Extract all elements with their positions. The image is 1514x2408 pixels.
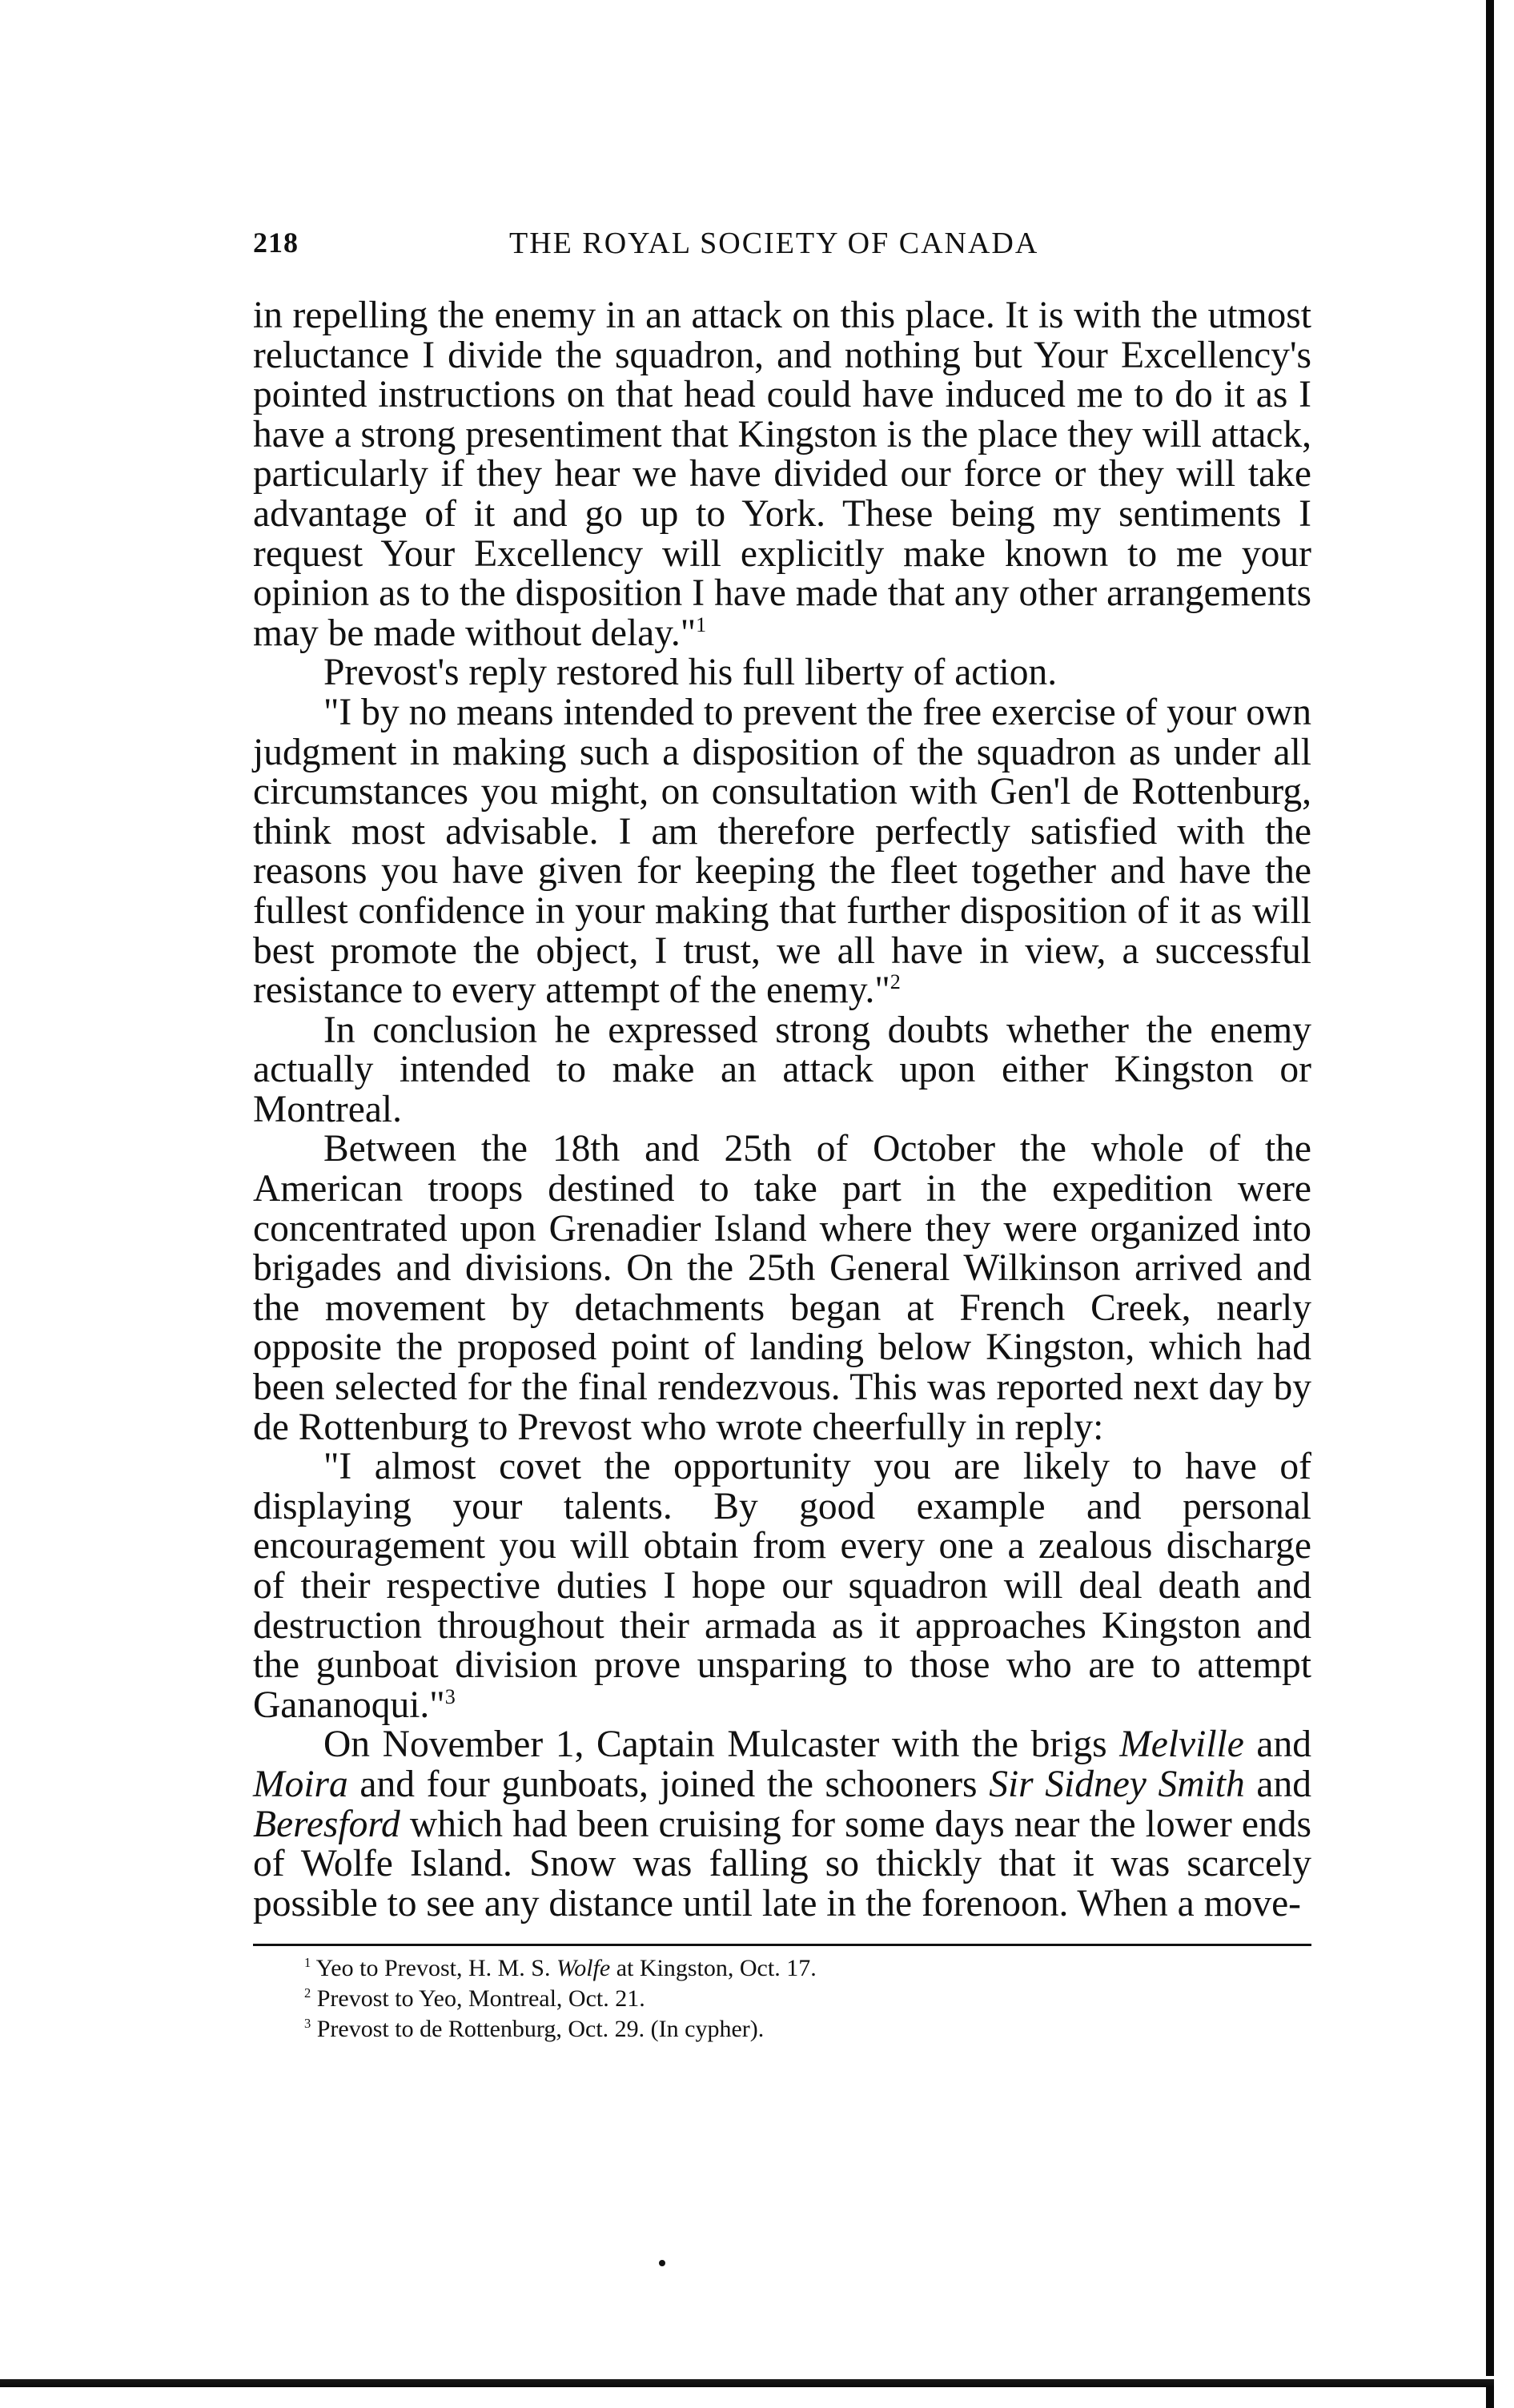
paragraph-2: Prevost's reply restored his full liberty of action. [323,652,1058,694]
footnotes [304,1953,1305,2045]
footnote-ref-1: 1 [696,612,707,636]
paragraph-3-text: "I by no means intended to prevent the free exercise of your own judgment in making such a disposition of the squadron as under all circumstances you might, on consultation with Gen'l de Rottenburg, think most advisable. I am therefore perfectly satisfied with the reasons you have given for keeping the fleet together and have the fullest confidence in your making that further disposition of it as will best promote the object, I trust, we all have in view, a successful resistance to every attempt of the enemy." [253,691,1311,1012]
paragraph-3 [253,693,1311,1011]
paragraph-6 [253,1447,1311,1725]
page-header [253,226,1310,274]
footnote-3-text: Prevost to de Rottenburg, Oct. 29. (In cypher). [316,2016,765,2042]
footnote-1-text-b: at Kingston, Oct. 17. [610,1955,817,1981]
scan-edge-right [1486,0,1494,2408]
paragraph-5: Between the 18th and 25th of October the whole of the American troops destined to take part in the expedition were concentrated upon Grenadier Island where they were organized into brigades and divisions. On the 25th General Wilkinson arrived and the movement by detachments began at French Creek, nearly opposite the proposed point of landing below Kingston, which had been selected for the final rendezvous. This was reported next day by de Rottenburg to Prevost who wrote cheerfully in reply: [253,1128,1311,1448]
page-number: 218 [253,227,299,259]
running-head: THE ROYAL SOCIETY OF CANADA [509,227,1039,260]
footnote-rule [253,1944,1311,1946]
paragraph-1 [253,296,1311,653]
paragraph-7-text-e: which had been cruising for some days near the lower ends of Wolfe Island. Snow was falling so thickly that it was scarcely possible to see any distance until late in the forenoon. When a move- [253,1803,1311,1924]
paragraph-7-text-b: and [1243,1724,1311,1766]
footnote-ref-2: 2 [890,970,901,994]
paragraph-7 [253,1725,1311,1924]
footnote-2 [304,1984,1305,2014]
footnote-3 [304,2014,1305,2045]
footnote-ref-3: 3 [444,1684,456,1708]
paragraph-4: In conclusion he expressed strong doubts whether the enemy actually intended to make an attack upon either Kingston or Montreal. [253,1009,1311,1130]
footnote-1 [304,1953,1305,1984]
footnote-3-number: 3 [304,2016,311,2031]
paragraph-1-text: in repelling the enemy in an attack on this place. It is with the utmost reluctance I divide the squadron, and nothing but Your Excellency's pointed instructions on that head could have induced me to do it as I have a strong presentiment that Kingston is the place they will attack, particularly if they hear we have divided our force or they will take advantage of it and go up to York. These being my sentiments I request Your Excellency will explicitly make known to me your opinion as to the disposition I have made that any other arrangements may be made without delay." [253,295,1311,654]
ship-name-beresford: Beresford [253,1803,400,1845]
footnote-2-number: 2 [304,1985,311,2001]
paragraph-7-text-d: and [1244,1763,1311,1805]
footnote-2-text: Prevost to Yeo, Montreal, Oct. 21. [316,1985,645,2012]
paragraph-6-text: "I almost covet the opportunity you are likely to have of displaying your talents. By good example and personal encouragement you will obtain from every one a zealous discharge of their respective duties I hope our squadron will deal death and destruction throughout their armada as it approaches Kingston and the gunboat division prove unsparing to those who are to attempt Gananoqui." [253,1446,1311,1726]
scan-edge-bottom [0,2376,1494,2387]
paragraph-7-text-c: and four gunboats, joined the schooners [347,1763,990,1805]
body-text [253,296,1311,1924]
footnote-1-text-a: Yeo to Prevost, H. M. S. [315,1955,556,1981]
paragraph-7-text-a: On November 1, Captain Mulcaster with the brigs [323,1724,1120,1766]
ship-name-wolfe: Wolfe [556,1955,611,1981]
ship-name-sir-sidney-smith: Sir Sidney Smith [989,1763,1245,1805]
footnote-1-number: 1 [304,1955,311,1970]
ship-name-melville: Melville [1119,1724,1244,1766]
ship-name-moira: Moira [253,1763,348,1805]
ink-dot [659,2260,665,2266]
